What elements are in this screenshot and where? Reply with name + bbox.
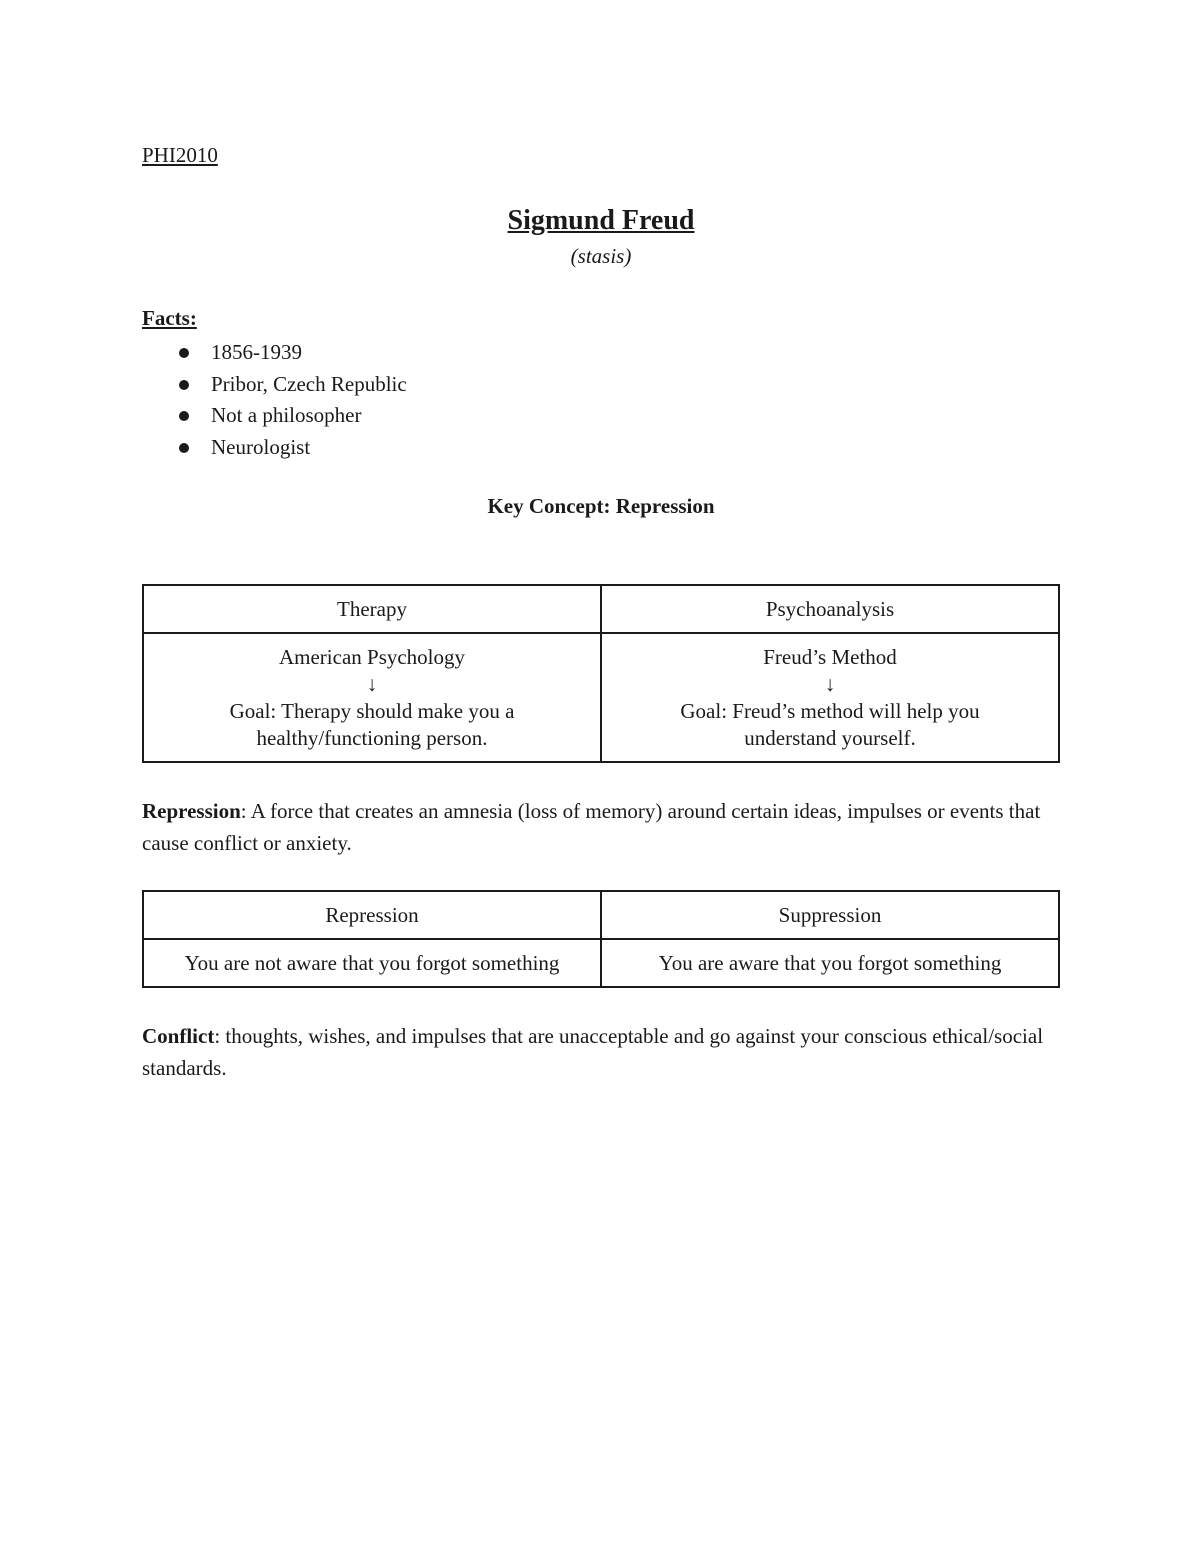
cell-line: understand yourself. — [744, 725, 916, 750]
table-cell — [143, 633, 601, 762]
fact-text: Pribor, Czech Republic — [211, 371, 407, 396]
cell-line: Freud’s Method — [763, 644, 897, 669]
facts-list — [142, 337, 407, 463]
bullet-icon — [179, 411, 189, 421]
conflict-definition — [142, 1021, 1060, 1084]
bullet-icon — [179, 380, 189, 390]
definition-text: : thoughts, wishes, and impulses that are unacceptable and go against your conscious ethical/social standards. — [142, 1024, 1044, 1080]
repression-suppression-table — [142, 890, 1060, 988]
cell-line: healthy/functioning person. — [256, 725, 488, 750]
definition-term: Repression — [142, 799, 241, 823]
down-arrow-icon: ↓ — [366, 671, 378, 696]
table-header-cell: Therapy — [143, 585, 601, 633]
list-item — [142, 337, 407, 369]
bullet-icon — [179, 348, 189, 358]
cell-line: Goal: Freud’s method will help you — [680, 698, 980, 723]
fact-text: Not a philosopher — [211, 403, 362, 427]
therapy-comparison-table — [142, 584, 1060, 763]
table-row — [143, 633, 1059, 762]
bullet-icon — [179, 443, 189, 453]
cell-line: American Psychology — [278, 644, 466, 669]
list-item — [142, 400, 407, 432]
facts-heading: Facts: — [142, 306, 197, 330]
table-cell: You are aware that you forgot something — [601, 939, 1059, 987]
table-header-cell: Repression — [143, 891, 601, 939]
key-concept-heading: Key Concept: Repression — [487, 494, 715, 518]
page-title: Sigmund Freud — [507, 205, 695, 236]
course-code: PHI2010 — [142, 143, 218, 167]
list-item — [142, 369, 407, 401]
table-header-row — [143, 585, 1059, 633]
repression-definition — [142, 796, 1060, 859]
table-cell — [601, 633, 1059, 762]
table-header-cell: Suppression — [601, 891, 1059, 939]
table-header-row — [143, 891, 1059, 939]
definition-term: Conflict — [142, 1024, 215, 1048]
table-row — [143, 939, 1059, 987]
fact-text: Neurologist — [211, 434, 311, 459]
definition-text: : A force that creates an amnesia (loss of memory) around certain ideas, impulses or events that cause conflict or anxiety. — [142, 799, 1041, 855]
page-subtitle: (stasis) — [570, 244, 632, 268]
cell-line: Goal: Therapy should make you a — [229, 698, 515, 723]
fact-text: 1856-1939 — [211, 340, 302, 364]
list-item — [142, 432, 407, 464]
down-arrow-icon: ↓ — [824, 671, 836, 696]
table-header-cell: Psychoanalysis — [601, 585, 1059, 633]
table-cell: You are not aware that you forgot something — [143, 939, 601, 987]
